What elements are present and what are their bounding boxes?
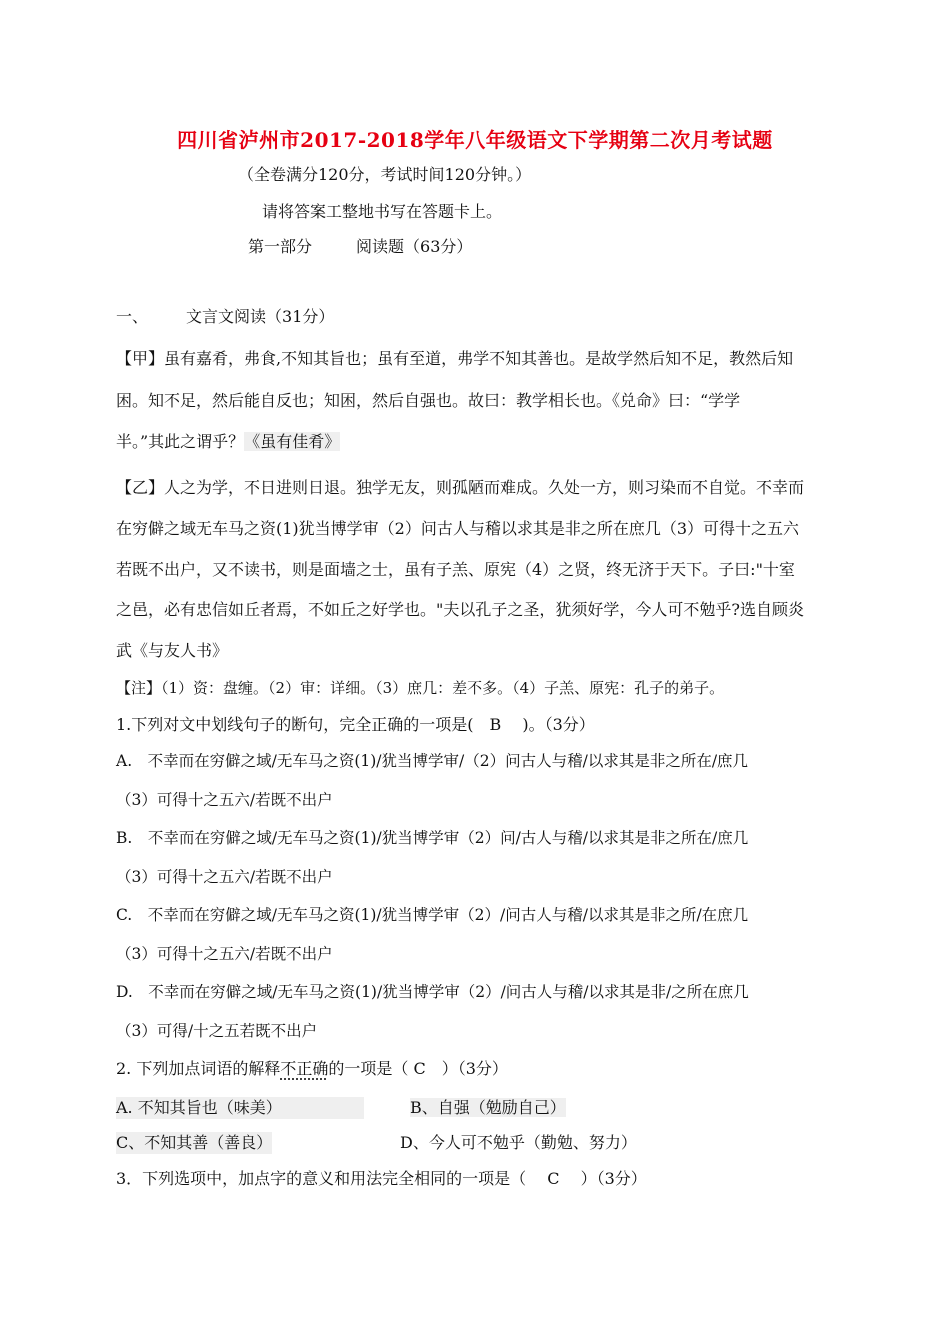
section-number: 一、 (116, 307, 149, 326)
q2-option-c (116, 1132, 272, 1154)
passage-jia-source: 《虽有佳肴》 (244, 432, 341, 451)
q2-option-c-text: C、不知其善（善良） (116, 1133, 273, 1152)
part-label: 第一部分 (248, 237, 313, 256)
question-2-stem (116, 1058, 508, 1080)
q1-option-c-cont: （3）可得十之五六/若既不出户 (116, 945, 333, 963)
q2-option-a-text: A. 不知其旨也（味美） (116, 1097, 364, 1119)
footnotes: 【注】（1）资：盘缠。（2）审：详细。（3）庶几：差不多。（4）子羔、原宪：孔子的弟子。 (116, 679, 725, 697)
section-heading (116, 306, 334, 328)
q2-stem-text: 2. 下列加点词语的解释 (116, 1059, 281, 1078)
q1-option-b-cont: （3）可得十之五六/若既不出户 (116, 868, 333, 886)
q1-option-a: A. 不幸而在穷僻之域/无车马之资(1)/犹当博学审/（2）问古人与稽/以求其是非之所在/庶几 (116, 752, 749, 770)
question-1-stem: 1.下列对文中划线句子的断句，完全正确的一项是( B )。（3分） (116, 715, 595, 734)
passage-jia-line (116, 431, 340, 453)
document-title: 四川省泸州市2017-2018学年八年级语文下学期第二次月考试题 (177, 128, 773, 152)
q1-option-b: B. 不幸而在穷僻之域/无车马之资(1)/犹当博学审（2）问/古人与稽/以求其是非之所在/庶几 (116, 829, 749, 847)
q2-option-d: D、今人可不勉乎（勤勉、努力） (400, 1133, 637, 1152)
q1-option-c: C. 不幸而在穷僻之域/无车马之资(1)/犹当博学审（2）/问古人与稽/以求其是非之所/在庶几 (116, 906, 749, 924)
answer-instruction: 请将答案工整地书写在答题卡上。 (262, 202, 503, 221)
exam-info: （全卷满分120分，考试时间120分钟。） (238, 165, 532, 184)
passage-yi-line: 武《与友人书》 (116, 641, 229, 660)
q1-option-d: D. 不幸而在穷僻之域/无车马之资(1)/犹当博学审（2）/问古人与稽/以求其是非/之所在庶几 (116, 983, 749, 1001)
passage-yi-line: 若既不出户，又不读书，则是面墙之士，虽有子羔、原宪（4）之贤，终无济于天下。子曰:"十室 (116, 560, 795, 579)
passage-jia-line: 困。知不足，然后能自反也；知困，然后自强也。故曰：教学相长也。《兑命》曰：“学学 (116, 391, 741, 410)
passage-yi-line: 之邑，必有忠信如丘者焉，不如丘之好学也。"夫以孔子之圣，犹须好学，今人可不勉乎?选自顾炎 (116, 600, 804, 619)
q2-emphasis: 不正确 (280, 1059, 329, 1078)
q1-option-d-cont: （3）可得/十之五若既不出户 (116, 1022, 318, 1040)
q2-option-b-text: B、自强（勉励自己） (410, 1098, 566, 1117)
part-heading (248, 236, 472, 258)
section-title: 文言文阅读（31分） (186, 307, 335, 326)
q2-option-b (410, 1097, 566, 1119)
q1-option-a-cont: （3）可得十之五六/若既不出户 (116, 791, 333, 809)
passage-yi-line: 【乙】人之为学，不日进则日退。独学无友，则孤陋而难成。久处一方，则习染而不自觉。不幸而 (116, 478, 805, 497)
question-3-stem: 3．下列选项中，加点字的意义和用法完全相同的一项是（ C ）（3分） (116, 1169, 647, 1188)
passage-jia-line: 【甲】虽有嘉肴，弗食,不知其旨也；虽有至道，弗学不知其善也。是故学然后知不足，教然后知 (116, 349, 794, 368)
q2-option-a (116, 1097, 364, 1119)
passage-yi-line: 在穷僻之域无车马之资(1)犹当博学审（2）问古人与稽以求其是非之所在庶几（3）可得十之五六 (116, 519, 800, 538)
q2-stem-text-end: 的一项是（ C ）（3分） (328, 1059, 508, 1078)
part-name: 阅读题（63分） (356, 237, 473, 256)
passage-jia-text: 半。”其此之谓乎？ (116, 432, 245, 451)
